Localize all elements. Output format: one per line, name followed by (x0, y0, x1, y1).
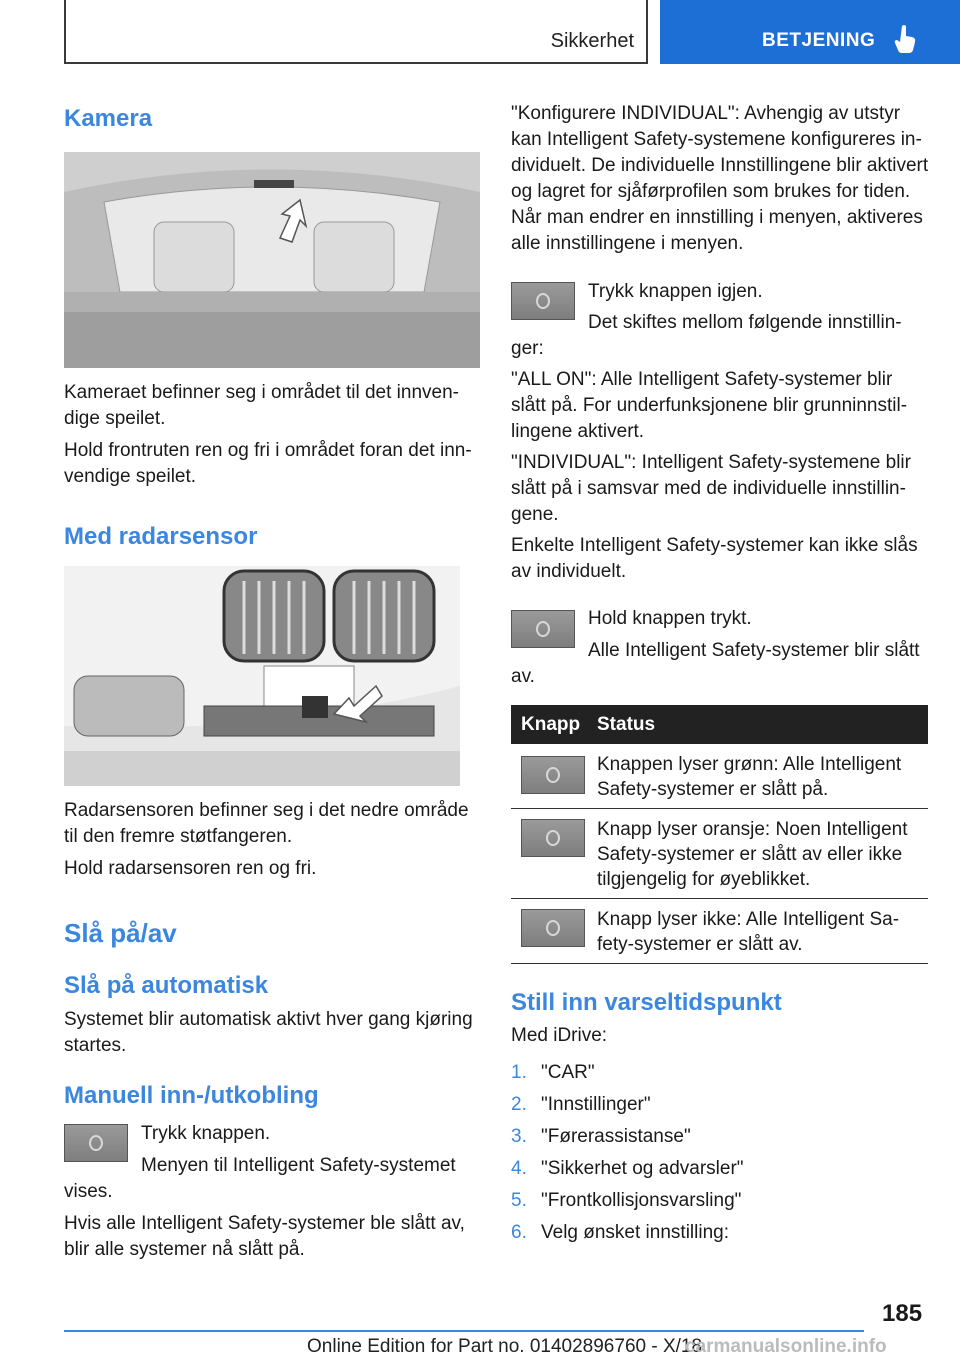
warning-time-heading: Still inn varseltidspunkt (511, 989, 782, 1016)
switch-between-text: Det skiftes mellom følgende innstillin-ger: (511, 312, 902, 359)
table-header-knapp: Knapp (521, 714, 581, 735)
safety-button-green-icon (521, 756, 585, 794)
auto-on-heading: Slå på automatisk (64, 972, 269, 999)
list-item: 1. "CAR" (511, 1062, 595, 1083)
manual-menu-text: Menyen til Intelligent Safety-systemet vises. (64, 1155, 456, 1202)
camera-photo (64, 152, 480, 368)
page-number: 185 (882, 1300, 923, 1327)
status-table-header (511, 705, 928, 744)
idrive-text: Med iDrive: (511, 1025, 608, 1046)
list-item: 5. "Frontkollisjonsvarsling" (511, 1190, 742, 1211)
list-item: 6. Velg ønsket innstilling: (511, 1222, 729, 1243)
on-off-heading: Slå på/av (64, 918, 177, 948)
table-header-status: Status (597, 714, 656, 735)
safety-button-orange-icon (521, 819, 585, 857)
header-section-label: Sikkerhet (550, 30, 634, 52)
list-item: 3. "Førerassistanse" (511, 1126, 691, 1147)
manual-press-text: Trykk knappen. (141, 1123, 271, 1144)
table-row (511, 809, 928, 899)
config-individual-text: "Konfigurere INDIVIDUAL": Avhengig av utstyr kan Intelligent Safety-systemene konfigureres in-dividuelt. De individuelle Innstillingene blir aktivert og lagret for sjåførprofilen som brukes for tiden. Når man endrer en innstilling i menyen, aktiveres alle innstillingene i menyen. (511, 103, 929, 254)
individual-text: "INDIVIDUAL": Intelligent Safety-systemene blir slått på i samsvar med de individuelle innstillin-gene. (511, 452, 911, 525)
all-off-text: Alle Intelligent Safety-systemer blir slått av. (511, 640, 920, 687)
camera-heading: Kamera (64, 105, 153, 132)
list-item: 2. "Innstillinger" (511, 1094, 651, 1115)
press-again-text: Trykk knappen igjen. (588, 281, 763, 302)
hand-pointer-icon (893, 24, 919, 54)
radar-location-text: Radarsensoren befinner seg i det nedre område til den fremre støtfangeren. (64, 800, 469, 847)
radar-clean-text: Hold radarsensoren ren og fri. (64, 858, 317, 879)
header-chapter-label: BETJENING (762, 30, 876, 51)
safety-button-off-icon (521, 909, 585, 947)
all-on-text: "ALL ON": Alle Intelligent Safety-systemer blir slått på. For underfunksjonene blir grunninnstil-lingene aktivert. (511, 369, 908, 442)
watermark: carmanualsonline.info (685, 1336, 887, 1357)
idrive-steps (511, 1062, 744, 1254)
footer-divider (64, 1330, 864, 1332)
radar-heading: Med radarsensor (64, 523, 258, 550)
table-cell-status: Knapp lyser ikke: Alle Intelligent Sa-fety-systemer er slått av. (597, 909, 900, 955)
table-row (511, 899, 928, 964)
auto-on-text: Systemet blir automatisk aktivt hver gang kjøring startes. (64, 1009, 473, 1056)
header-chapter-tab (660, 0, 960, 64)
some-cannot-text: Enkelte Intelligent Safety-systemer kan ikke slås av individuelt. (511, 535, 918, 582)
camera-clean-text: Hold frontruten ren og fri i området foran det inn-vendige speilet. (64, 440, 472, 487)
table-row (511, 744, 928, 809)
header-section-tab (64, 0, 648, 64)
camera-location-text: Kameraet befinner seg i området til det innven-dige speilet. (64, 382, 459, 429)
manual-heading: Manuell inn-/utkobling (64, 1082, 319, 1109)
manual-all-on-text: Hvis alle Intelligent Safety-systemer ble slått av, blir alle systemer nå slått på. (64, 1213, 465, 1260)
hold-pressed-text: Hold knappen trykt. (588, 608, 752, 629)
table-cell-status: Knapp lyser oransje: Noen Intelligent Safety-systemer er slått av eller ikke tilgjengelig for øyeblikket. (597, 819, 908, 890)
footer-edition: Online Edition for Part no. 01402896760 - X/18 (307, 1336, 703, 1357)
radar-photo (64, 566, 460, 786)
list-item: 4. "Sikkerhet og advarsler" (511, 1158, 744, 1179)
table-cell-status: Knappen lyser grønn: Alle Intelligent Safety-systemer er slått på. (597, 754, 902, 800)
